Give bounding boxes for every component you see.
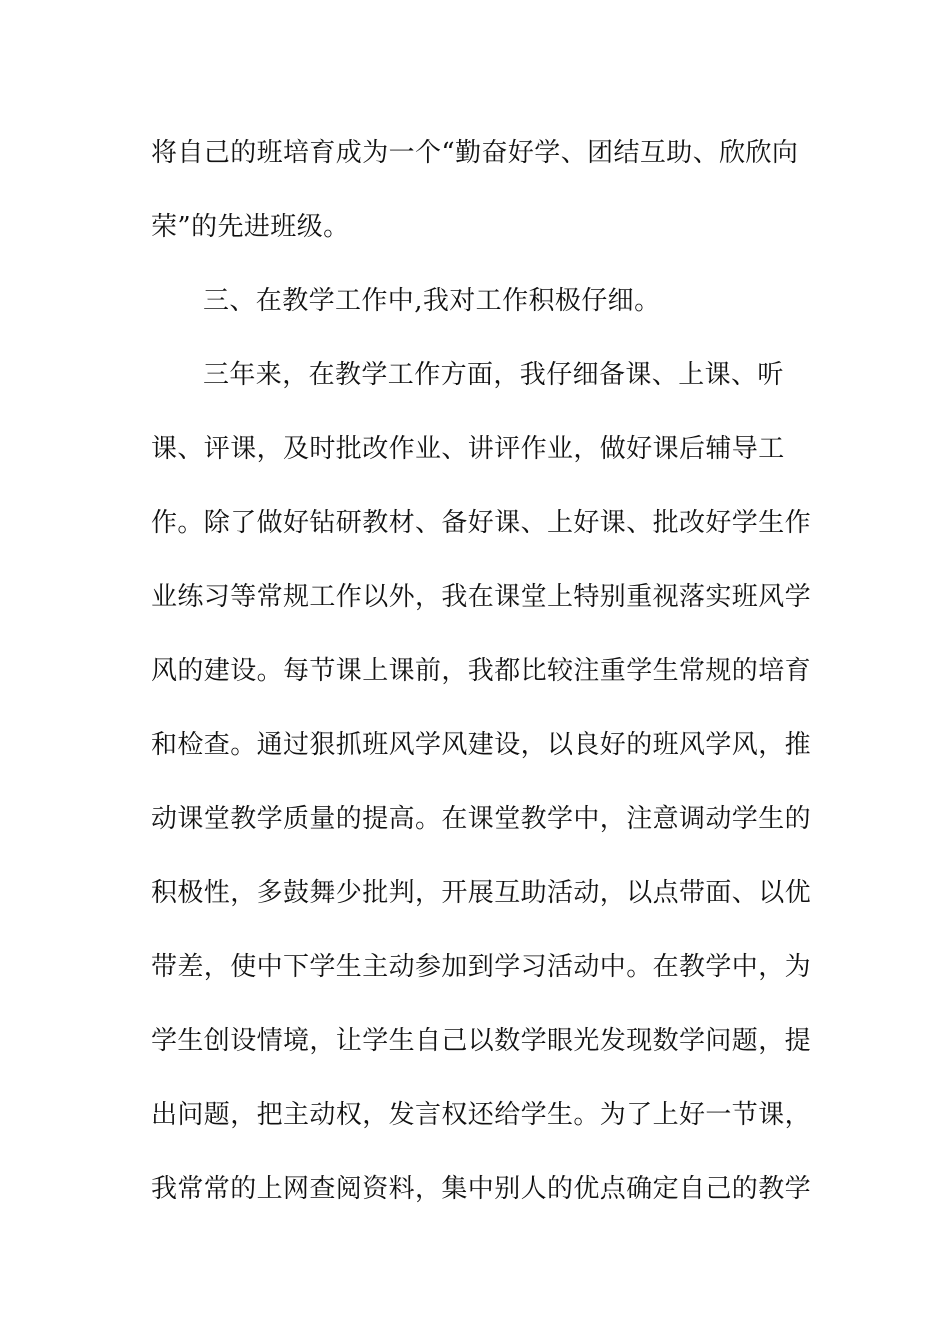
text-line: 作。除了做好钻研教材、备好课、上好课、批改好学生作 xyxy=(151,508,812,538)
text-line: 我常常的上网查阅资料，集中别人的优点确定自己的教学 xyxy=(151,1174,812,1204)
text-line: 学生创设情境，让学生自己以数学眼光发现数学问题，提 xyxy=(151,1026,812,1056)
text-line: 积极性，多鼓舞少批判，开展互助活动，以点带面、以优 xyxy=(151,878,812,908)
text-line: 出问题，把主动权，发言权还给学生。为了上好一节课， xyxy=(151,1100,812,1130)
text-line: 将自己的班培育成为一个“勤奋好学、团结互助、欣欣向 xyxy=(151,138,799,168)
text-line: 业练习等常规工作以外，我在课堂上特别重视落实班风学 xyxy=(151,582,812,612)
text-line: 课、评课，及时批改作业、讲评作业，做好课后辅导工 xyxy=(151,434,785,464)
text-line: 荣”的先进班级。 xyxy=(151,212,350,242)
text-line: 动课堂教学质量的提高。在课堂教学中，注意调动学生的 xyxy=(151,804,812,834)
text-line: 带差，使中下学生主动参加到学习活动中。在教学中，为 xyxy=(151,952,812,982)
text-line: 风的建设。每节课上课前，我都比较注重学生常规的培育 xyxy=(151,656,812,686)
section-heading: 三、在教学工作中,我对工作积极仔细。 xyxy=(203,286,661,316)
text-line: 和检查。通过狠抓班风学风建设，以良好的班风学风，推 xyxy=(151,730,812,760)
paragraph-first-line: 三年来，在教学工作方面，我仔细备课、上课、听 xyxy=(203,360,784,390)
